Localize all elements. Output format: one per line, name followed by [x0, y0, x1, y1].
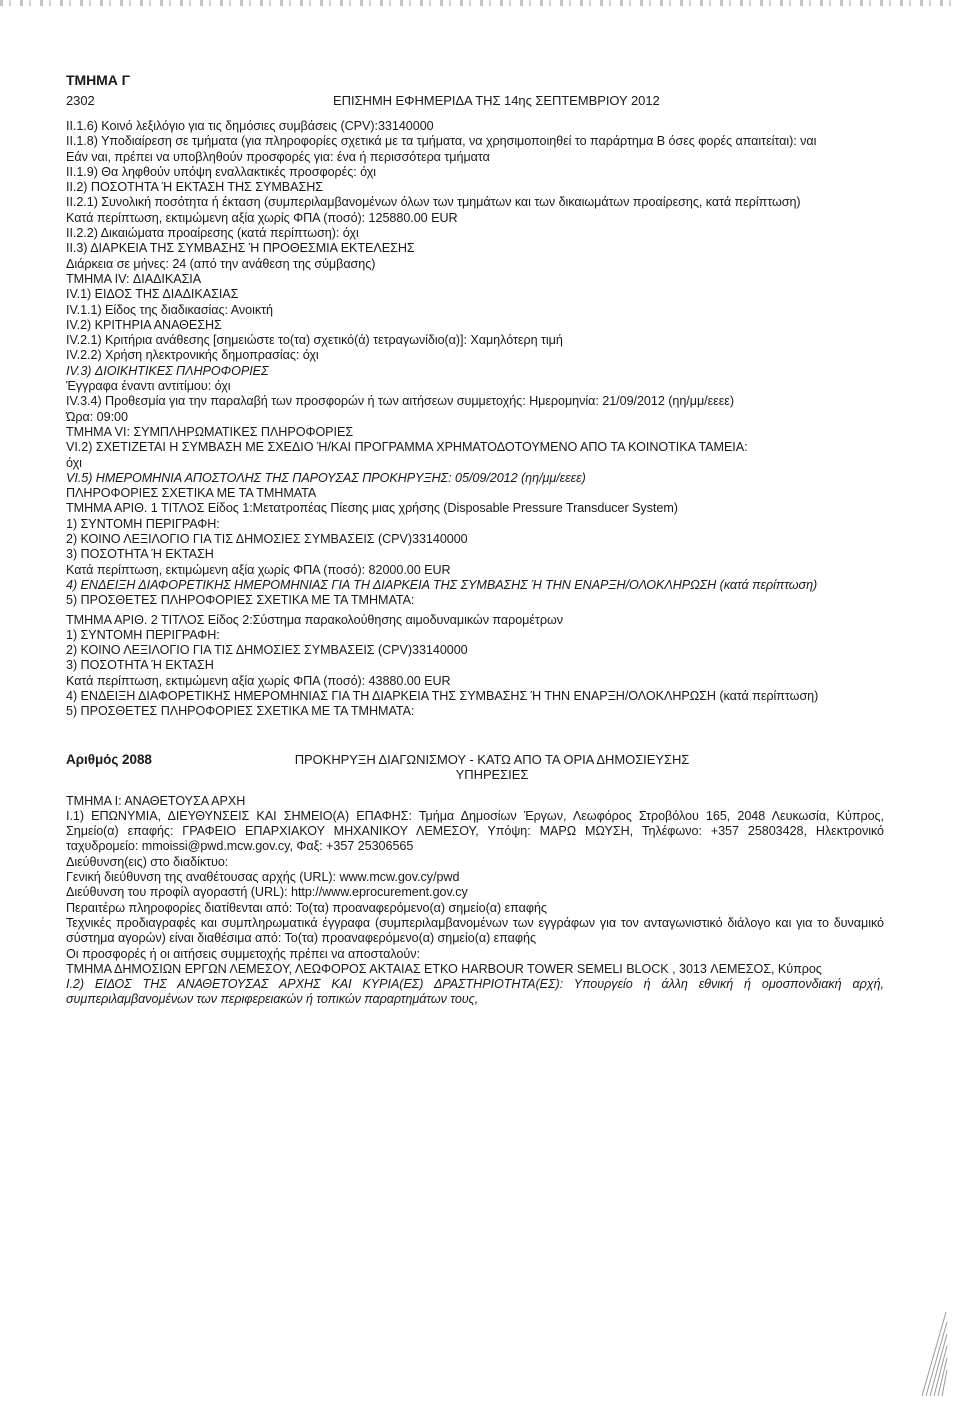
text-line: ΙΙ.2.1) Συνολική ποσότητα ή έκταση (συμπεριλαμβανομένων όλων των τμημάτων και των δικαιωμάτων προαίρεσης, κατά περίπτωση)	[66, 195, 801, 210]
text-line: Ώρα: 09:00	[66, 409, 128, 424]
notice-title	[252, 752, 732, 783]
text-line: IV.1.1) Είδος της διαδικασίας: Ανοικτή	[66, 302, 273, 317]
text-line: ΙΙ.1.9) Θα ληφθούν υπόψη εναλλακτικές προσφορές: όχι	[66, 164, 377, 179]
text-line: ΤΜΗΜΑ IV: ΔΙΑΔΙΚΑΣΙΑ	[66, 271, 202, 286]
text-line: 5) ΠΡΟΣΘΕΤΕΣ ΠΛΗΡΟΦΟΡΙΕΣ ΣΧΕΤΙΚΑ ΜΕ ΤΑ ΤΜΗΜΑΤΑ:	[66, 593, 415, 608]
text-line: Οι προσφορές ή οι αιτήσεις συμμετοχής πρέπει να αποσταλούν:	[66, 946, 420, 961]
text-line: Διεύθυνση του προφίλ αγοραστή (URL): http://www.eprocurement.gov.cy	[66, 885, 468, 900]
text-line: IV.1) ΕΙΔΟΣ ΤΗΣ ΔΙΑΔΙΚΑΣΙΑΣ	[66, 287, 239, 302]
text-line: VI.2) ΣΧΕΤΙΖΕΤΑΙ Η ΣΥΜΒΑΣΗ ΜΕ ΣΧΕΔΙΟ Ή/ΚΑΙ ΠΡΟΓΡΑΜΜΑ ΧΡΗΜΑΤΟΔΟΤΟΥΜΕΝΟ ΑΠΟ ΤΑ ΚΟΙΝΟΤΙΚΑ ΤΑΜΕΙΑ:	[66, 440, 748, 455]
text-line: Περαιτέρω πληροφορίες διατίθενται από: Το(τα) προαναφερόμενο(α) σημείο(α) επαφής	[66, 900, 547, 915]
notice-title-line: ΠΡΟΚΗΡΥΞΗ ΔΙΑΓΩΝΙΣΜΟΥ - ΚΑΤΩ ΑΠΟ ΤΑ ΟΡΙΑ ΔΗΜΟΣΙΕΥΣΗΣ	[294, 751, 690, 767]
text-line: VI.5) ΗΜΕΡΟΜΗΝΙΑ ΑΠΟΣΤΟΛΗΣ ΤΗΣ ΠΑΡΟΥΣΑΣ ΠΡΟΚΗΡΥΞΗΣ: 05/09/2012 (ηη/μμ/εεεε)	[66, 470, 586, 485]
text-line: IV.3.4) Προθεσμία για την παραλαβή των προσφορών ή των αιτήσεων συμμετοχής: Ημερομηνία: 21/09/2012 (ηη/μμ/εεεε)	[66, 394, 735, 409]
text-line: 3) ΠΟΣΟΤΗΤΑ Ή ΕΚΤΑΣΗ	[66, 658, 214, 673]
text-line: 5) ΠΡΟΣΘΕΤΕΣ ΠΛΗΡΟΦΟΡΙΕΣ ΣΧΕΤΙΚΑ ΜΕ ΤΑ ΤΜΗΜΑΤΑ:	[66, 704, 415, 719]
text-line: IV.2.2) Χρήση ηλεκτρονικής δημοπρασίας: όχι	[66, 348, 319, 363]
section-header: ΤΜΗΜΑ Γ	[66, 72, 131, 88]
text-line: IV.2.1) Κριτήρια ανάθεσης [σημειώστε το(τα) σχετικό(ά) τετραγωνίδιο(α)]: Χαμηλότερη τιμή	[66, 333, 563, 348]
text-line: 2) ΚΟΙΝΟ ΛΕΞΙΛΟΓΙΟ ΓΙΑ ΤΙΣ ΔΗΜΟΣΙΕΣ ΣΥΜΒΑΣΕΙΣ (CPV)33140000	[66, 532, 468, 547]
text-line: IV.3) ΔΙΟΙΚΗΤΙΚΕΣ ΠΛΗΡΟΦΟΡΙΕΣ	[66, 363, 269, 378]
text-line: Διάρκεια σε μήνες: 24 (από την ανάθεση της σύμβασης)	[66, 256, 376, 271]
part1-body	[66, 119, 884, 720]
text-line: ΙΙ.2) ΠΟΣΟΤΗΤΑ Ή ΕΚΤΑΣΗ ΤΗΣ ΣΥΜΒΑΣΗΣ	[66, 180, 323, 195]
scan-edge-noise	[0, 0, 960, 6]
text-line: Γενική διεύθυνση της αναθέτουσας αρχής (URL): www.mcw.gov.cy/pwd	[66, 870, 460, 885]
text-line: 4) ΕΝΔΕΙΞΗ ΔΙΑΦΟΡΕΤΙΚΗΣ ΗΜΕΡΟΜΗΝΙΑΣ ΓΙΑ ΤΗ ΔΙΑΡΚΕΙΑ ΤΗΣ ΣΥΜΒΑΣΗΣ Ή ΤΗΝ ΕΝΑΡΞΗ/ΟΛΟΚΛΗΡΩΣΗ (κατά περίπτωση)	[66, 688, 819, 703]
text-line: Τεχνικές προδιαγραφές και συμπληρωματικά έγγραφα (συμπεριλαμβανομένων των εγγράφων για τον ανταγωνιστικό διάλογο και για το δυναμικό σύστημα αγορών) είναι διαθέσιμα από: Το(τα) προαναφερόμενο(α) σημείο(α) επαφής	[66, 915, 884, 946]
text-line: ΙΙ.1.8) Υποδιαίρεση σε τμήματα (για πληροφορίες σχετικά με τα τμήματα, να χρησιμοποιηθεί το παράρτημα Β όσες φορές απαιτείται): ναι	[66, 134, 817, 149]
text-line: Κατά περίπτωση, εκτιμώμενη αξία χωρίς ΦΠΑ (ποσό): 125880.00 EUR	[66, 210, 458, 225]
text-line: όχι	[66, 455, 82, 470]
text-line: Έγγραφα έναντι αντιτίμου: όχι	[66, 379, 231, 394]
text-line: Ι.1) ΕΠΩΝΥΜΙΑ, ΔΙΕΥΘΥΝΣΕΙΣ ΚΑΙ ΣΗΜΕΙΟ(Α) ΕΠΑΦΗΣ: Τμήμα Δημοσίων Έργων, Λεωφόρος Στροβόλου 165, 2048 Λευκωσία, Κύπρος, Σημείο(α) επαφής: ΓΡΑΦΕΙΟ ΕΠΑΡΧΙΑΚΟΥ ΜΗΧΑΝΙΚΟΥ ΛΕΜΕΣΟΥ, Υπόψη: ΜΑΡΩ ΜΩΥΣΗ, Τηλέφωνο: +357 25803428, Ηλεκτρονικό ταχυδρομείο: mmoissi@pwd.mcw.gov.cy, Φαξ: +357 25306565	[66, 808, 884, 854]
text-line: 3) ΠΟΣΟΤΗΤΑ Ή ΕΚΤΑΣΗ	[66, 547, 214, 562]
spacer	[66, 720, 884, 748]
notice-title-line: ΥΠΗΡΕΣΙΕΣ	[455, 767, 529, 783]
scan-hatch-mark	[920, 1308, 948, 1398]
page-number: 2302	[66, 93, 95, 108]
notice-header	[66, 748, 884, 784]
text-line: ΙΙ.3) ΔΙΑΡΚΕΙΑ ΤΗΣ ΣΥΜΒΑΣΗΣ Ή ΠΡΟΘΕΣΜΙΑ ΕΚΤΕΛΕΣΗΣ	[66, 241, 415, 256]
text-line: ΤΜΗΜΑ Ι: ΑΝΑΘΕΤΟΥΣΑ ΑΡΧΗ	[66, 793, 246, 808]
part2-body	[66, 794, 884, 1008]
text-line: Κατά περίπτωση, εκτιμώμενη αξία χωρίς ΦΠΑ (ποσό): 43880.00 EUR	[66, 673, 451, 688]
text-line: ΤΜΗΜΑ ΔΗΜΟΣΙΩΝ ΕΡΓΩΝ ΛΕΜΕΣΟΥ, ΛΕΩΦΟΡΟΣ ΑΚΤΑΙΑΣ ΕΤΚΟ HARBOUR TOWER SEMELI BLOCK , 3013 ΛΕΜΕΣΟΣ, Κύπρος	[66, 961, 822, 976]
text-line: ΤΜΗΜΑ ΑΡΙΘ. 2 ΤΙΤΛΟΣ Είδος 2:Σύστημα παρακολούθησης αιμοδυναμικών παρομέτρων	[66, 612, 563, 627]
text-line: 1) ΣΥΝΤΟΜΗ ΠΕΡΙΓΡΑΦΗ:	[66, 516, 220, 531]
gazette-title: ΕΠΙΣΗΜΗ ΕΦΗΜΕΡΙΔΑ ΤΗΣ 14ης ΣΕΠΤΕΜΒΡΙΟΥ 2012	[333, 93, 660, 108]
page-header	[66, 89, 884, 111]
text-line: ΙΙ.1.6) Κοινό λεξιλόγιο για τις δημόσιες συμβάσεις (CPV):33140000	[66, 119, 434, 133]
text-line: 2) ΚΟΙΝΟ ΛΕΞΙΛΟΓΙΟ ΓΙΑ ΤΙΣ ΔΗΜΟΣΙΕΣ ΣΥΜΒΑΣΕΙΣ (CPV)33140000	[66, 643, 468, 658]
text-line: Εάν ναι, πρέπει να υποβληθούν προσφορές για: ένα ή περισσότερα τμήματα	[66, 149, 490, 164]
text-line: Κατά περίπτωση, εκτιμώμενη αξία χωρίς ΦΠΑ (ποσό): 82000.00 EUR	[66, 562, 451, 577]
text-line: Ι.2) ΕΙΔΟΣ ΤΗΣ ΑΝΑΘΕΤΟΥΣΑΣ ΑΡΧΗΣ ΚΑΙ ΚΥΡΙΑ(ΕΣ) ΔΡΑΣΤΗΡΙΟΤΗΤΑ(ΕΣ): Υπουργείο ή άλλη εθνική ή ομοσπονδιακή αρχή, συμπεριλαμβανομένων των περιφερειακών ή τοπικών παραρτημάτων τους,	[66, 977, 884, 1007]
text-line: ΙΙ.2.2) Δικαιώματα προαίρεσης (κατά περίπτωση): όχι	[66, 226, 359, 241]
document-page	[66, 72, 884, 1008]
text-line: 4) ΕΝΔΕΙΞΗ ΔΙΑΦΟΡΕΤΙΚΗΣ ΗΜΕΡΟΜΗΝΙΑΣ ΓΙΑ ΤΗ ΔΙΑΡΚΕΙΑ ΤΗΣ ΣΥΜΒΑΣΗΣ Ή ΤΗΝ ΕΝΑΡΞΗ/ΟΛΟΚΛΗΡΩΣΗ (κατά περίπτωση)	[66, 577, 818, 592]
text-line: IV.2) ΚΡΙΤΗΡΙΑ ΑΝΑΘΕΣΗΣ	[66, 317, 222, 332]
notice-number: Αριθμός 2088	[66, 751, 152, 767]
text-line: ΤΜΗΜΑ VI: ΣΥΜΠΛΗΡΩΜΑΤΙΚΕΣ ΠΛΗΡΟΦΟΡΙΕΣ	[66, 424, 354, 439]
text-line: ΠΛΗΡΟΦΟΡΙΕΣ ΣΧΕΤΙΚΑ ΜΕ ΤΑ ΤΜΗΜΑΤΑ	[66, 486, 317, 501]
text-line: 1) ΣΥΝΤΟΜΗ ΠΕΡΙΓΡΑΦΗ:	[66, 627, 220, 642]
text-line: Διεύθυνση(εις) στο διαδίκτυο:	[66, 854, 229, 869]
text-line: ΤΜΗΜΑ ΑΡΙΘ. 1 ΤΙΤΛΟΣ Είδος 1:Μετατροπέας Πίεσης μιας χρήσης (Disposable Pressure Transducer System)	[66, 501, 678, 516]
